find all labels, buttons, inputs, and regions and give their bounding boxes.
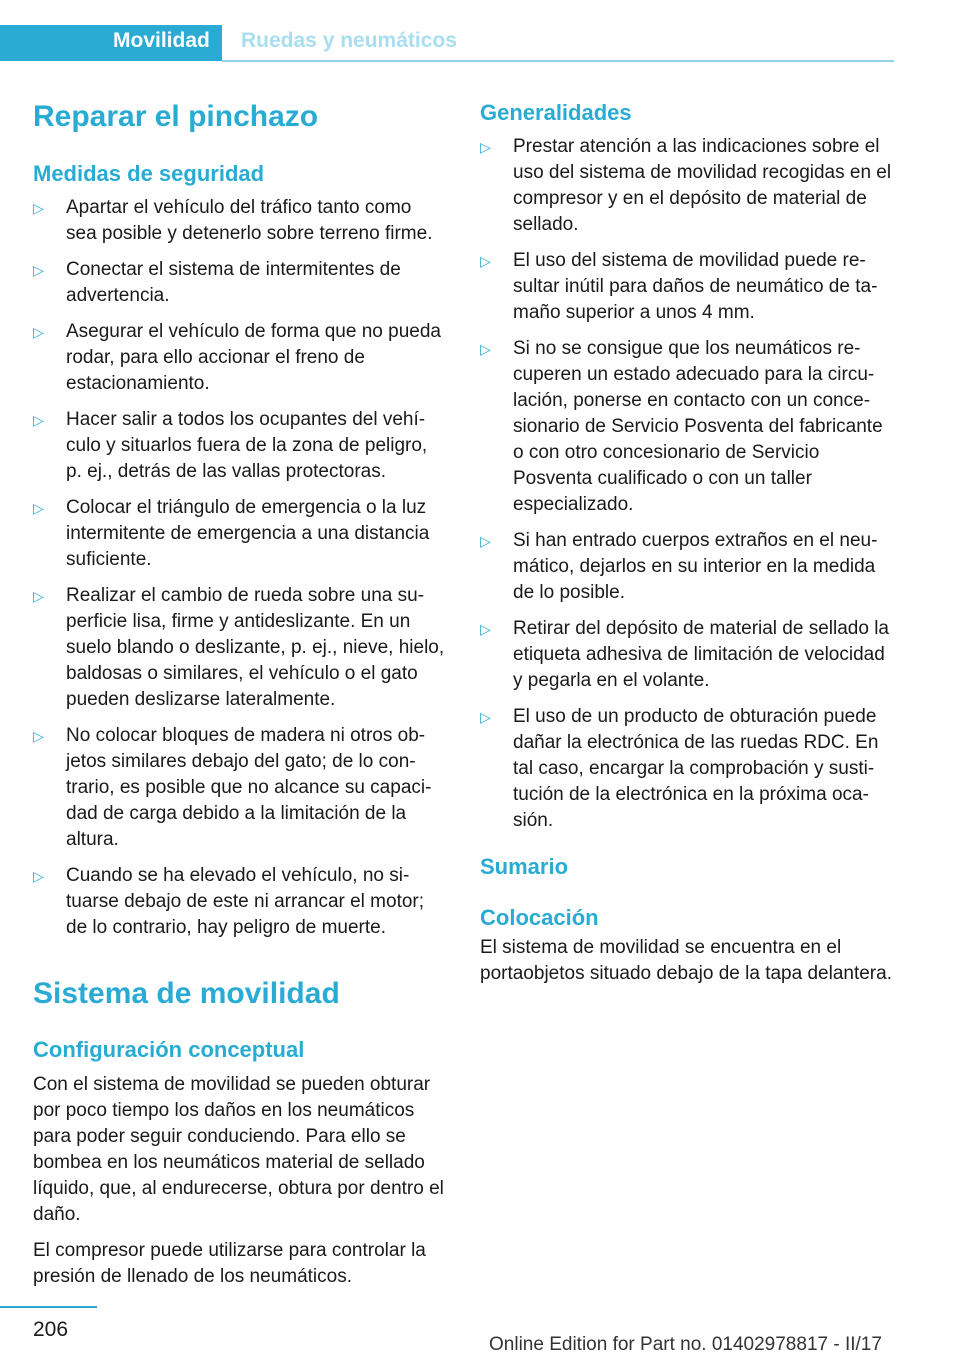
list-item bbox=[480, 616, 896, 694]
list-item-text: Colocar el triángulo de emergencia o la luz intermitente de emergencia a una distancia suficiente. bbox=[66, 496, 430, 570]
list-item-text: Si no se consigue que los neumáticos recuperen un estado adecuado para la circulación, ponerse en contacto con un concesionario de Servicio Posventa del fabricante o con otro concesionario de Servicio Posventa cualificado o con un taller especializado. bbox=[513, 338, 883, 516]
list-item bbox=[480, 248, 896, 326]
list-item-text: El uso del sistema de movilidad puede resultar inútil para daños de neumático de tamaño superior a unos 4 mm. bbox=[513, 250, 878, 324]
paragraph: Con el sistema de movilidad se pueden obturar por poco tiempo los daños en los neumáticos para poder seguir conduciendo. Para ello se bombea en los neumáticos material de sellado líquido, que, al endurecerse, obtura por dentro el daño. bbox=[33, 1073, 444, 1225]
edition-note: Online Edition for Part no. 01402978817 - II/17 bbox=[489, 1334, 882, 1355]
list-item-text: Retirar del depósito de material de sellado la etiqueta adhesiva de limitación de velocidad y pegarla en el volante. bbox=[513, 618, 889, 692]
bullet-icon: ▷ bbox=[33, 499, 44, 516]
list-item bbox=[33, 319, 447, 397]
bullet-icon: ▷ bbox=[33, 261, 44, 278]
list-item bbox=[33, 257, 447, 309]
heading-general: Generalidades bbox=[480, 100, 632, 125]
list-item-text: Realizar el cambio de rueda sobre una superficie lisa, firme y antideslizante. En un suelo blando o deslizante, p. ej., nieve, hielo, baldosas o similares, el vehículo o el gato pueden deslizarse lateralmente. bbox=[66, 584, 445, 710]
list-item bbox=[33, 583, 447, 713]
bullet-icon: ▷ bbox=[33, 727, 44, 744]
footer-rule bbox=[0, 1306, 97, 1308]
bullet-icon: ▷ bbox=[480, 341, 491, 358]
bullet-icon: ▷ bbox=[33, 587, 44, 604]
bullet-icon: ▷ bbox=[33, 323, 44, 340]
list-item bbox=[33, 723, 447, 853]
heading-summary: Sumario bbox=[480, 854, 569, 880]
list-item bbox=[33, 407, 447, 485]
list-item-text: Prestar atención a las indicaciones sobre el uso del sistema de movilidad recogidas en el compresor y en el depósito de material de sellado. bbox=[513, 136, 892, 236]
list-item bbox=[480, 528, 896, 606]
list-item-text: Apartar el vehículo del tráfico tanto como sea posible y detenerlo sobre terreno firme. bbox=[66, 196, 433, 244]
paragraph: El compresor puede utilizarse para controlar la presión de llenado de los neumáticos. bbox=[33, 1239, 426, 1287]
list-item bbox=[33, 195, 447, 247]
bullet-icon: ▷ bbox=[33, 411, 44, 428]
paragraph: El sistema de movilidad se encuentra en el portaobjetos situado debajo de la tapa delantera. bbox=[480, 937, 892, 985]
bullet-icon: ▷ bbox=[480, 709, 491, 726]
title-mobility-system: Sistema de movilidad bbox=[33, 976, 340, 1010]
title-repair-puncture: Reparar el pinchazo bbox=[33, 100, 319, 133]
page-number: 206 bbox=[33, 1318, 69, 1341]
bullet-icon: ▷ bbox=[33, 867, 44, 884]
left-column bbox=[33, 100, 447, 1300]
header-divider bbox=[222, 60, 894, 62]
list-item bbox=[480, 336, 896, 518]
bullet-icon: ▷ bbox=[480, 139, 491, 156]
list-item bbox=[480, 704, 896, 834]
list-item-text: Cuando se ha elevado el vehículo, no situarse debajo de este ni arrancar el motor; de lo contrario, hay peligro de muerte. bbox=[66, 864, 425, 938]
list-item-text: El uso de un producto de obturación puede dañar la electrónica de las ruedas RDC. En tal caso, encargar la comprobación y sustitución de la electrónica en la próxima ocasión. bbox=[513, 706, 879, 832]
list-item bbox=[480, 134, 896, 238]
bullet-icon: ▷ bbox=[480, 533, 491, 550]
bullet-icon: ▷ bbox=[33, 199, 44, 216]
section-breadcrumb: Ruedas y neumáticos bbox=[241, 29, 457, 52]
list-item-text: No colocar bloques de madera ni otros objetos similares debajo del gato; de lo contrario, es posible que no alcance su capacidad de carga debido a la limitación de la altura. bbox=[66, 724, 432, 850]
heading-safety-measures: Medidas de seguridad bbox=[33, 160, 265, 186]
right-column bbox=[480, 100, 896, 997]
section-tab: Movilidad bbox=[113, 29, 210, 52]
list-item-text: Conectar el sistema de intermitentes de advertencia. bbox=[66, 258, 401, 306]
general-list bbox=[480, 134, 896, 834]
list-item-text: Si han entrado cuerpos extraños en el neumático, dejarlos en su interior en la medida de lo posible. bbox=[513, 530, 878, 604]
safety-list bbox=[33, 195, 447, 941]
list-item-text: Asegurar el vehículo de forma que no pueda rodar, para ello accionar el freno de estacionamiento. bbox=[66, 320, 441, 394]
heading-placement: Colocación bbox=[480, 904, 599, 930]
bullet-icon: ▷ bbox=[480, 621, 491, 638]
list-item bbox=[33, 863, 447, 941]
list-item-text: Hacer salir a todos los ocupantes del vehículo y situarlos fuera de la zona de peligro, p. ej., detrás de las vallas protectoras. bbox=[66, 408, 428, 482]
list-item bbox=[33, 495, 447, 573]
page-header bbox=[0, 0, 960, 64]
heading-concept: Configuración conceptual bbox=[33, 1037, 305, 1063]
bullet-icon: ▷ bbox=[480, 253, 491, 270]
